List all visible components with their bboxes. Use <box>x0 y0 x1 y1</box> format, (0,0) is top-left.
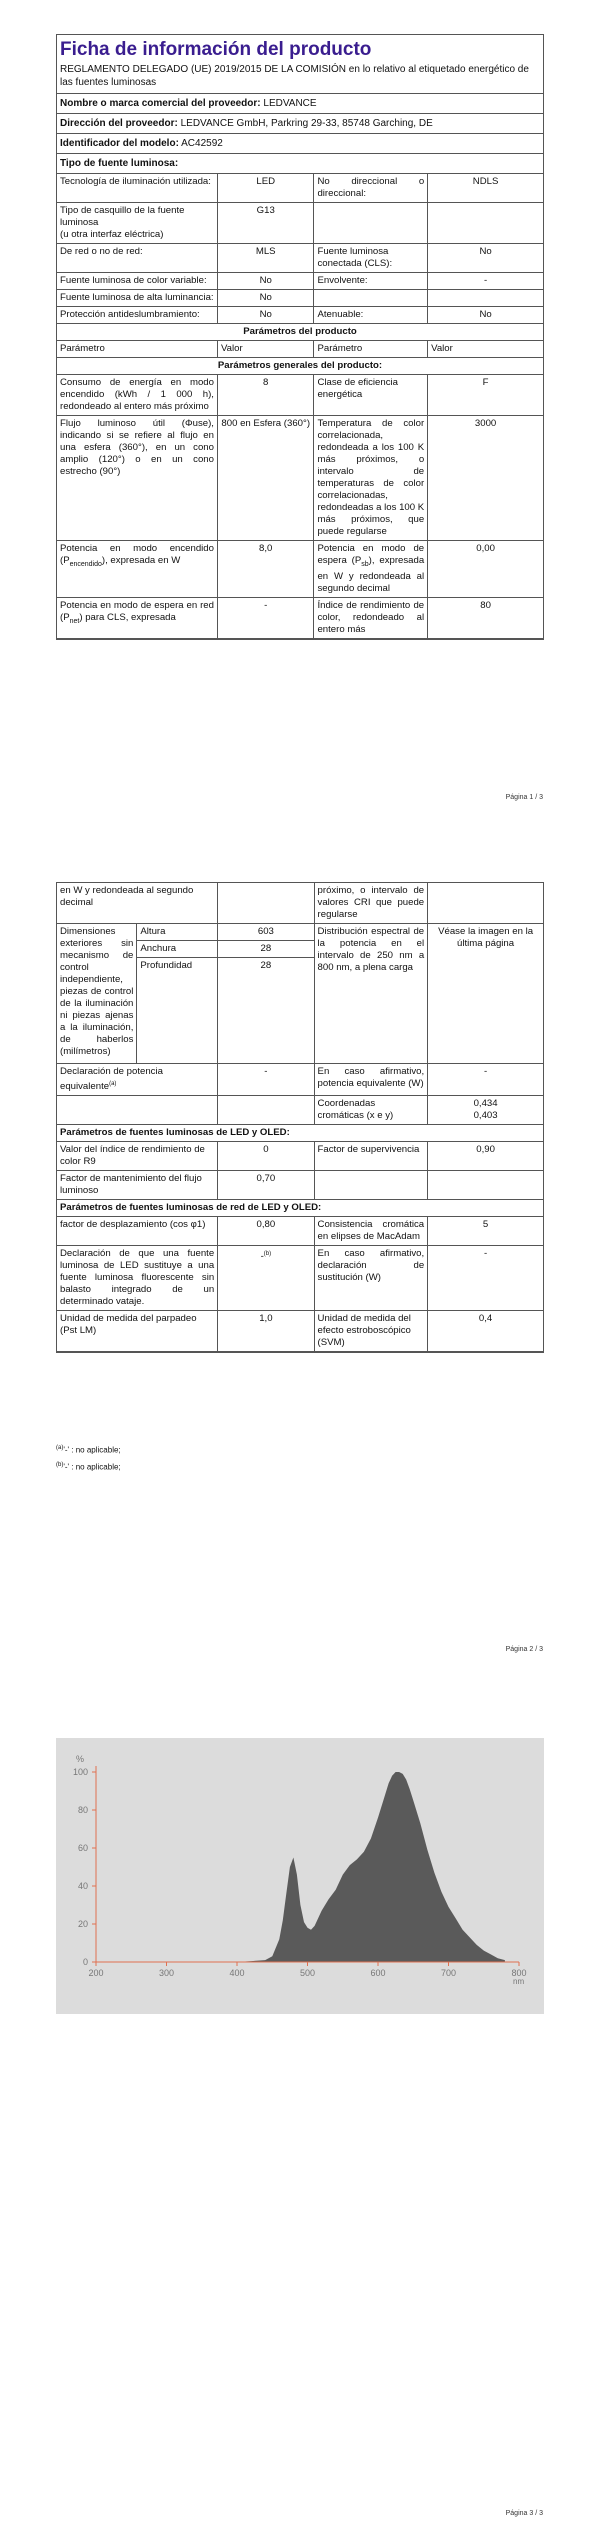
displacement-factor-label: factor de desplazamiento (cos φ1) <box>57 1217 218 1246</box>
flicker-value: 1,0 <box>218 1311 314 1352</box>
table-row <box>57 924 543 941</box>
empty-cell <box>314 290 428 307</box>
width-label: Anchura <box>137 941 218 958</box>
text-part: Potencia en modo encendido (P <box>60 543 214 566</box>
text-part: Potencia en modo de espera en red (P <box>60 599 214 623</box>
superscript: (b) <box>56 1461 64 1468</box>
equivalent-power-yes-label: En caso afirmativo, potencia equivalente (W) <box>314 1064 428 1096</box>
section-title: Parámetros del producto <box>57 324 543 341</box>
envelope-value: - <box>428 273 543 290</box>
table-row <box>57 1311 543 1352</box>
flux-value: 800 en Esfera (360°) <box>217 416 313 541</box>
replacement-yes-label: En caso afirmativo, declaración de sustitución (W) <box>314 1246 428 1311</box>
section-title: Parámetros generales del producto: <box>57 358 543 375</box>
regulation-text: REGLAMENTO DELEGADO (UE) 2019/2015 DE LA COMISIÓN en lo relativo al etiquetado energético de las fuentes luminosas <box>57 63 543 94</box>
high-luminance-value: No <box>217 290 313 307</box>
superscript: (a) <box>56 1445 64 1451</box>
header-value: Valor <box>428 341 543 358</box>
directional-label: No direccional o direccional: <box>314 174 428 203</box>
model-row <box>57 134 543 154</box>
product-table-1 <box>57 174 543 639</box>
y-axis-label: % <box>76 1754 85 1764</box>
energy-value: 8 <box>217 375 313 416</box>
table-row <box>57 244 543 273</box>
model-label: Identificador del modelo: <box>60 138 179 149</box>
colour-tunable-label: Fuente luminosa de color variable: <box>57 273 217 290</box>
dimmable-value: No <box>428 307 543 324</box>
equivalent-power-label <box>57 1064 218 1096</box>
tech-label: Tecnología de iluminación utilizada: <box>57 174 217 203</box>
table-row <box>57 541 543 598</box>
cap-label-cell <box>57 203 217 244</box>
table-row <box>57 1246 543 1311</box>
empty-cell <box>218 1096 314 1125</box>
lumen-maintenance-label: Factor de mantenimiento del flujo luminoso <box>57 1171 218 1200</box>
replacement-claim-label: Declaración de que una fuente luminosa de LED sustituye a una fuente luminosa fluorescente sin balasto integrado de un determinado vataje. <box>57 1246 218 1311</box>
page-number: Página 3 / 3 <box>505 2510 543 2517</box>
text-part: Potencia en modo de espera (P <box>317 543 425 566</box>
product-table-2 <box>57 883 543 1352</box>
x-tick-label: 700 <box>440 1968 457 1978</box>
height-label: Altura <box>137 924 218 941</box>
empty-cell <box>428 203 543 244</box>
x-tick-label: 800 <box>511 1968 527 1978</box>
header-parameter: Parámetro <box>57 341 217 358</box>
text-part: '-' : no aplicable; <box>63 1462 121 1472</box>
on-power-value: 8,0 <box>217 541 313 598</box>
stroboscopic-label: Unidad de medida del efecto estroboscópico (SVM) <box>314 1311 428 1352</box>
table-row <box>57 307 543 324</box>
replacement-yes-value: - <box>428 1246 543 1311</box>
table-row <box>57 1171 543 1200</box>
cct-value: 3000 <box>428 416 543 541</box>
x-tick-label: 600 <box>370 1968 386 1978</box>
high-luminance-label: Fuente luminosa de alta luminancia: <box>57 290 217 307</box>
standby-power-value: 0,00 <box>428 541 543 598</box>
survival-factor-label: Factor de supervivencia <box>314 1142 428 1171</box>
table-row <box>57 290 543 307</box>
envelope-label: Envolvente: <box>314 273 428 290</box>
table-row <box>57 1200 543 1217</box>
footnote-a <box>56 1442 121 1457</box>
table-row <box>57 597 543 638</box>
survival-factor-value: 0,90 <box>428 1142 543 1171</box>
page-2 <box>0 870 595 1660</box>
width-value: 28 <box>218 941 314 958</box>
stroboscopic-value: 0,4 <box>428 1311 543 1352</box>
cri-label: Índice de rendimiento de color, redondeado al entero más <box>314 597 428 638</box>
mains-value: MLS <box>217 244 313 273</box>
r9-value: 0 <box>218 1142 314 1171</box>
lumen-maintenance-value: 0,70 <box>218 1171 314 1200</box>
text-part: - <box>260 1251 264 1263</box>
colour-consistency-value: 5 <box>428 1217 543 1246</box>
y-tick-label: 0 <box>82 1957 88 1967</box>
tech-value: LED <box>217 174 313 203</box>
y-tick-label: 60 <box>77 1843 88 1853</box>
y-tick-label: 80 <box>77 1805 88 1815</box>
x-tick-label: 300 <box>158 1968 175 1978</box>
depth-label: Profundidad <box>137 958 218 1064</box>
x-tick-label: 200 <box>88 1968 104 1978</box>
anti-glare-value: No <box>217 307 313 324</box>
chromaticity-label: Coordenadas cromáticas (x e y) <box>314 1096 428 1125</box>
superscript: (a) <box>109 1081 117 1087</box>
x-tick-label: 500 <box>299 1968 316 1978</box>
supplier-label: Nombre o marca comercial del proveedor: <box>60 98 261 109</box>
cct-label: Temperatura de color correlacionada, redondeada a los 100 K más próximos, o intervalo de temperaturas de color correlacionadas, redondeadas a los 100 K más próximos, que puede regularse <box>314 416 428 541</box>
cls-label: Fuente luminosa conectada (CLS): <box>314 244 428 273</box>
net-standby-label <box>57 597 217 638</box>
source-type-label: Tipo de fuente luminosa: <box>60 158 179 169</box>
subscript: encendido <box>69 560 102 568</box>
table-row <box>57 273 543 290</box>
x-axis-label: nm <box>513 1977 525 1986</box>
energy-label: Consumo de energía en modo encendido (kWh / 1 000 h), redondeado al entero más próximo <box>57 375 217 416</box>
superscript: (b) <box>263 1251 272 1258</box>
directional-value: NDLS <box>428 174 543 203</box>
y-tick-label: 100 <box>72 1767 88 1777</box>
table-row <box>57 375 543 416</box>
subscript: net <box>69 617 80 625</box>
page-3 <box>0 1700 595 2526</box>
flux-label: Flujo luminoso útil (Φuse), indicando si se refiere al flujo en una esfera (360°), en un cono amplio (120°) o en un cono estrecho (90°) <box>57 416 217 541</box>
y-tick-label: 20 <box>77 1919 88 1929</box>
footnote-b <box>56 1459 121 1474</box>
table-row <box>57 416 543 541</box>
cri-value: 80 <box>428 597 543 638</box>
table-row <box>57 341 543 358</box>
table-row <box>57 1142 543 1171</box>
table-row <box>57 203 543 244</box>
mains-label: De red o no de red: <box>57 244 217 273</box>
empty-cell <box>57 1096 218 1125</box>
cls-value: No <box>428 244 543 273</box>
supplier-row <box>57 94 543 114</box>
text-part: '-' : no aplicable; <box>63 1445 121 1455</box>
colour-consistency-label: Consistencia cromática en elipses de MacAdam <box>314 1217 428 1246</box>
equivalent-power-value: - <box>218 1064 314 1096</box>
table-row <box>57 324 543 341</box>
cri-label-cont: próximo, o intervalo de valores CRI que puede regularse <box>314 883 428 924</box>
empty-cell <box>218 883 314 924</box>
text-part: ), expresada en W y redondeada al segundo decimal <box>317 555 425 594</box>
chromaticity-values <box>428 1096 543 1125</box>
dimmable-label: Atenuable: <box>314 307 428 324</box>
section-title: Parámetros de fuentes luminosas de LED y OLED: <box>57 1125 543 1142</box>
table-row <box>57 358 543 375</box>
flicker-label: Unidad de medida del parpadeo (Pst LM) <box>57 1311 218 1352</box>
depth-value: 28 <box>218 958 314 1064</box>
chromaticity-x: 0,434 <box>473 1098 498 1110</box>
source-type-row <box>57 154 543 174</box>
text-part: ), expresada en W <box>101 555 181 566</box>
empty-cell <box>314 1171 428 1200</box>
chromaticity-y: 0,403 <box>473 1110 498 1122</box>
section-title: Parámetros de fuentes luminosas de red de LED y OLED: <box>57 1200 543 1217</box>
empty-cell <box>314 203 428 244</box>
height-value: 603 <box>218 924 314 941</box>
product-info-sheet-continued <box>56 882 544 1353</box>
page-number: Página 1 / 3 <box>505 794 543 801</box>
empty-cell <box>428 290 543 307</box>
displacement-factor-value: 0,80 <box>218 1217 314 1246</box>
header-value: Valor <box>217 341 313 358</box>
spectrum-area <box>223 1772 505 1962</box>
replacement-claim-value <box>218 1246 314 1311</box>
table-row <box>57 1096 543 1125</box>
address-value: LEDVANCE GmbH, Parkring 29-33, 85748 Garching, DE <box>180 118 433 129</box>
model-value: AC42592 <box>181 138 223 149</box>
cap-label-b: (u otra interfaz eléctrica) <box>60 229 164 240</box>
empty-cell <box>428 883 543 924</box>
text-part: ) para CLS, expresada <box>79 611 176 623</box>
table-row <box>57 1125 543 1142</box>
spectral-chart-svg <box>56 1738 544 2014</box>
cap-label: Tipo de casquillo de la fuente luminosa <box>60 205 185 228</box>
spd-value: Véase la imagen en la última página <box>428 924 543 1064</box>
equivalent-power-yes-value: - <box>428 1064 543 1096</box>
supplier-value: LEDVANCE <box>263 98 317 109</box>
table-row <box>57 883 543 924</box>
page-1 <box>0 0 595 808</box>
dimensions-label: Dimensiones exteriores sin mecanismo de control independiente, piezas de control de la iluminación ni piezas ajenas a la iluminación, de haberlos (milímetros) <box>57 924 137 1064</box>
y-tick-label: 40 <box>77 1881 88 1891</box>
anti-glare-label: Protección antideslumbramiento: <box>57 307 217 324</box>
efficiency-class-label: Clase de eficiencia energética <box>314 375 428 416</box>
r9-label: Valor del índice de rendimiento de color R9 <box>57 1142 218 1171</box>
x-tick-label: 400 <box>229 1968 245 1978</box>
text-part: Declaración de potencia equivalente <box>60 1066 163 1093</box>
table-row <box>57 174 543 203</box>
product-info-sheet <box>56 34 544 640</box>
spd-label: Distribución espectral de la potencia en el intervalo de 250 nm a 800 nm, a plena carga <box>314 924 428 1064</box>
empty-cell <box>428 1171 543 1200</box>
page-number: Página 2 / 3 <box>505 1646 543 1653</box>
on-power-label <box>57 541 217 598</box>
header-parameter: Parámetro <box>314 341 428 358</box>
address-label: Dirección del proveedor: <box>60 118 178 129</box>
net-standby-label-cont: en W y redondeada al segundo decimal <box>57 883 218 924</box>
efficiency-class-value: F <box>428 375 543 416</box>
footnotes <box>56 1440 121 1473</box>
cap-value: G13 <box>217 203 313 244</box>
table-row <box>57 1064 543 1096</box>
table-row <box>57 1217 543 1246</box>
page-title: Ficha de información del producto <box>60 39 372 60</box>
address-row <box>57 114 543 134</box>
spectral-chart <box>56 1738 544 2014</box>
subscript: sb <box>361 560 369 568</box>
standby-power-label <box>314 541 428 598</box>
colour-tunable-value: No <box>217 273 313 290</box>
net-standby-value: - <box>217 597 313 638</box>
